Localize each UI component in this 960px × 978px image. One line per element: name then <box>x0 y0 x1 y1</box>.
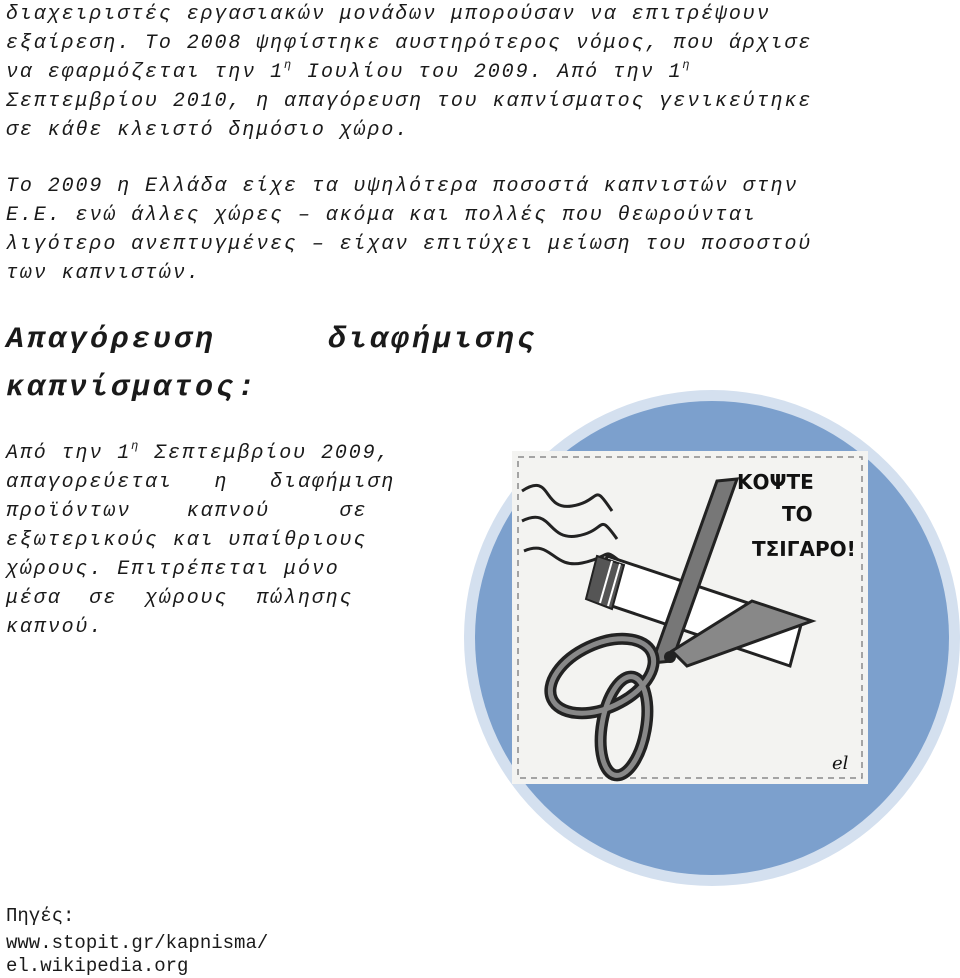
ad-line-4: εξωτερικούς και υπαίθριους <box>6 529 368 552</box>
stats-line-3: λιγότερο ανεπτυγμένες – είχαν επιτύχει μείωση του ποσοστού <box>6 233 813 256</box>
drawing-caption-2: ΤΟ <box>782 502 813 526</box>
scissors-pivot <box>664 651 676 663</box>
heading-line-1: Απαγόρευση διαφήμισης <box>6 323 539 357</box>
stats-line-4: των καπνιστών. <box>6 262 201 285</box>
ad-line-5: χώρους. Επιτρέπεται μόνο <box>6 558 340 581</box>
ad-line-7: καπνού. <box>6 616 104 639</box>
stats-line-2: Ε.Ε. ενώ άλλες χώρες – ακόμα και πολλές που θεωρούνται <box>6 204 757 227</box>
intro-line-1: διαχειριστές εργασιακών μονάδων μπορούσαν να επιτρέψουν <box>6 3 771 26</box>
ad-line-3: προϊόντων καπνού σε <box>6 500 368 523</box>
sources-title: Πηγές: <box>6 905 75 927</box>
drawing-signature: el <box>832 753 849 774</box>
smoke-line-1 <box>522 485 612 511</box>
intro-line-3: να εφαρμόζεται την $1^\eta$ Ιουλίου του 2009. Από την $1^\eta$ <box>6 58 692 84</box>
stats-line-1: Το 2009 η Ελλάδα είχε τα υψηλότερα ποσοστά καπνιστών στην <box>6 175 799 198</box>
intro-line-4: Σεπτεμβρίου 2010, η απαγόρευση του καπνίσματος γενικεύτηκε <box>6 90 813 113</box>
source-link-1[interactable]: www.stopit.gr/kapnisma/ <box>6 932 269 954</box>
ad-line-2: απαγορεύεται η διαφήμιση <box>6 471 396 494</box>
source-link-2[interactable]: el.wikipedia.org <box>6 955 189 977</box>
heading-line-2: καπνίσματος: <box>6 371 259 405</box>
intro-line-5: σε κάθε κλειστό δημόσιο χώρο. <box>6 119 410 142</box>
ad-line-6: μέσα σε χώρους πώλησης <box>6 587 354 610</box>
drawing-caption-1: ΚΟΨΤΕ <box>737 470 814 494</box>
anti-smoking-drawing <box>512 451 868 784</box>
scissors-cigarette-illustration <box>512 451 868 784</box>
drawing-caption-3: ΤΣΙΓΑΡΟ! <box>752 537 856 561</box>
ad-line-1: Από την $1^\eta$ Σεπτεμβρίου 2009, <box>6 439 391 465</box>
smoke-line-2 <box>522 517 617 539</box>
intro-line-2: εξαίρεση. Το 2008 ψηφίστηκε αυστηρότερος νόμος, που άρχισε <box>6 32 813 55</box>
